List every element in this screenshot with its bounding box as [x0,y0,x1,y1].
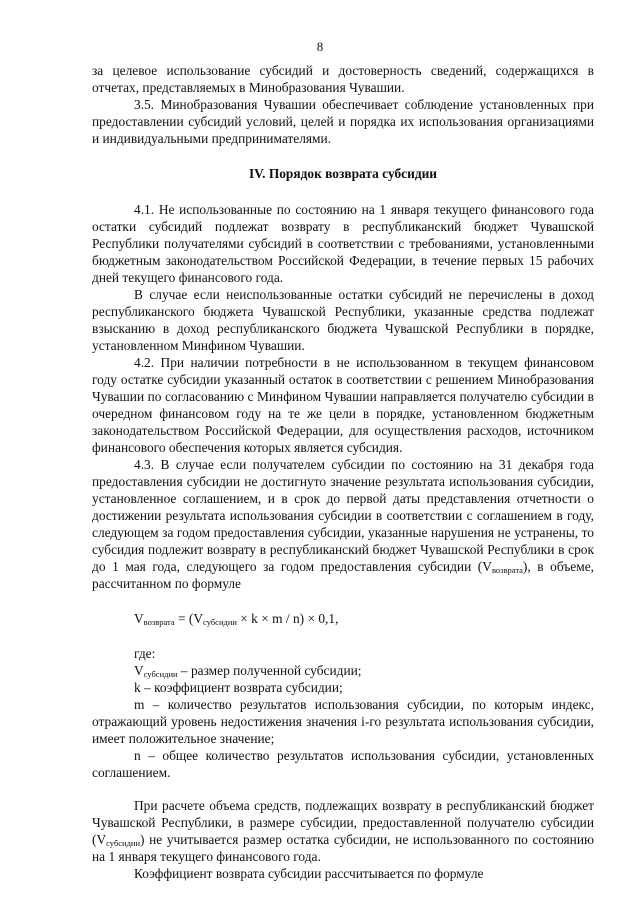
paragraph-4-3-text: 4.3. В случае если получателем субсидии по состоянию на 31 декабря года предоставления субсидии не достигнуто значение результата использования субсидии, установленное соглашением, и в срок до первой даты представления отчетности о достижении результата использования субсидии в соответствии с соглашением в году, следующем за годом предоставления субсидии, указанные нарушения не устранены, то субсидия подлежит возврату в республиканский бюджет Чувашской Республики в срок до 1 мая года, следующего за годом предоставления субсидии (V [92,457,594,574]
def-v-text: – размер полученной субсидии; [177,663,362,678]
paragraph-4-1-unused-balances: В случае если неиспользованные остатки субсидий не перечислены в доход республиканского бюджета Чувашской Республики, указанные средства подлежат взысканию в доход республиканского бюджета Чувашской Республики в порядке, установленном Минфином Чувашии. [92,287,594,353]
definition-m: m – количество результатов использования субсидии, по которым индекс, отражающий уровень недостижения значения i-го результата использования субсидии, имеет положительное значение; [92,697,594,746]
page-number: 8 [316,39,324,54]
formula-eq: = (V [174,611,204,626]
paragraph-3-5: 3.5. Минобразования Чувашии обеспечивает соблюдение установленных при предоставлении субсидий условий, целей и порядка их использования организациями и индивидуальными предпринимателями. [92,97,594,146]
document-body [92,62,594,882]
paragraph-4-3 [92,456,594,592]
subscript-subsidii: субсидии [106,838,141,848]
def-v-sub: субсидии [143,669,178,679]
paragraph-calculation-tail: ) не учитывается размер остатка субсидии, не использованного по состоянию на 1 января текущего финансового года. [92,832,594,864]
paragraph-4-3-tail: ), в объеме, рассчитанном по формуле [92,559,594,591]
formula-sub-vozvrata: возврата [143,617,175,627]
section-heading-iv: IV. Порядок возврата субсидии [248,166,438,181]
formula-sub-subsidii: субсидии [203,617,237,627]
return-formula [92,610,594,627]
def-v-symbol: V [134,663,144,678]
paragraph-4-2: 4.2. При наличии потребности в не использованном в текущем финансовом году остатке субсидии указанный остаток в соответствии с решением Минобразования Чувашии по согласованию с Минфином Чувашии направляется получателю субсидии в очередном финансовом году на те же цели в порядке, установленном бюджетным законодательством Российской Федерации, для осуществления расходов, источником финансового обеспечения которых является субсидия. [92,355,594,455]
definition-n: n – общее количество результатов использования субсидии, установленных соглашением. [92,748,594,780]
definition-v-subsidii [92,662,594,679]
paragraph-calculation [92,797,594,865]
where-label: где: [134,646,156,661]
formula-tail: × k × m / n) × 0,1, [236,611,339,626]
paragraph-calculation-text: При расчете объема средств, подлежащих возврату в республиканский бюджет Чувашской Республики, в размере субсидии, предоставленной получателю субсидии (V [92,798,594,847]
paragraph-continuation: за целевое использование субсидий и достоверность сведений, содержащихся в отчетах, представляемых в Минобразования Чувашии. [92,63,594,95]
subscript-vozvrata: возврата [491,565,523,575]
paragraph-coefficient: Коэффициент возврата субсидии рассчитывается по формуле [134,866,484,881]
definition-k: k – коэффициент возврата субсидии; [134,680,343,695]
paragraph-4-1: 4.1. Не использованные по состоянию на 1 января текущего финансового года остатки субсидий подлежат возврату в республиканский бюджет Чувашской Республики получателями субсидий в соответствии с требованиями, установленными бюджетным законодательством Российской Федерации, в течение первых 15 рабочих дней текущего финансового года. [92,202,594,285]
spacer [92,781,594,797]
formula-v: V [134,611,144,626]
